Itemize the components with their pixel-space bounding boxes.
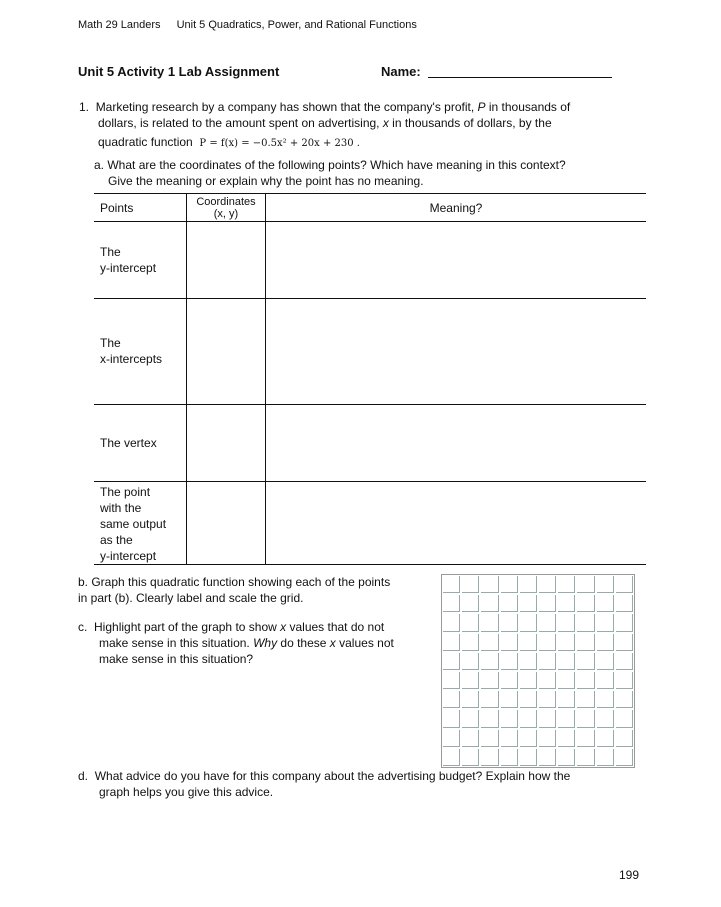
q1-text-1b: in thousands of	[485, 100, 571, 114]
grid-cell	[481, 595, 498, 612]
meaning-cell[interactable]	[266, 299, 647, 405]
grid-cell	[520, 710, 537, 727]
page-title: Unit 5 Activity 1 Lab Assignment	[78, 64, 280, 79]
grid-cell	[597, 672, 614, 689]
q1-var-p: P	[477, 100, 486, 114]
row-label: The y-intercept	[100, 245, 157, 275]
grid-cell	[501, 691, 518, 708]
grid-cell	[481, 614, 498, 631]
grid-cell	[520, 595, 537, 612]
row-label: The point with the same output as the y-intercept	[100, 485, 167, 563]
grid-cell	[616, 595, 633, 612]
grid-cell	[443, 749, 460, 766]
course-name: Math 29 Landers	[78, 19, 161, 31]
grid-cell	[501, 710, 518, 727]
grid-cell	[558, 710, 575, 727]
coordinates-cell[interactable]	[187, 222, 266, 299]
grid-cell	[539, 730, 556, 747]
grid-cell	[501, 730, 518, 747]
grid-cell	[539, 749, 556, 766]
page-header	[78, 19, 417, 31]
header-points: Points	[100, 201, 134, 215]
grid-cell	[462, 595, 479, 612]
grid-cell	[501, 576, 518, 593]
question-d	[78, 768, 638, 800]
grid-cell	[481, 710, 498, 727]
qc-text-3: make sense in this situation?	[99, 652, 254, 666]
grid-cell	[443, 576, 460, 593]
qd-text-2: graph helps you give this advice.	[99, 785, 274, 799]
grid-cell	[558, 672, 575, 689]
qb-text-2: in part (b). Clearly label and scale the grid.	[78, 591, 304, 605]
grid-cell	[462, 634, 479, 651]
grid-cell	[558, 576, 575, 593]
qb-text-1: b. Graph this quadratic function showing each of the points	[78, 575, 391, 589]
quadratic-equation: P = f(x) = −0.5x² + 20x + 230 .	[199, 138, 360, 149]
coordinates-cell[interactable]	[187, 299, 266, 405]
grid-cell	[577, 576, 594, 593]
grid-cell	[539, 576, 556, 593]
unit-name: Unit 5 Quadratics, Power, and Rational Functions	[176, 19, 417, 31]
header-coordinates-label: Coordinates	[196, 196, 256, 208]
grid-cell	[462, 710, 479, 727]
row-label: The vertex	[100, 436, 157, 450]
grid-cell	[462, 653, 479, 670]
q1-var-x: x	[382, 116, 389, 130]
grid-cell	[558, 691, 575, 708]
meaning-cell[interactable]	[266, 405, 647, 482]
grid-cell	[520, 730, 537, 747]
header-meaning: Meaning?	[429, 201, 483, 215]
grid-cell	[443, 595, 460, 612]
grid-cell	[616, 749, 633, 766]
question-number: 1.	[79, 100, 90, 114]
grid-cell	[539, 691, 556, 708]
q1-text-1a: Marketing research by a company has shown that the company's profit,	[95, 100, 478, 114]
name-label: Name:	[381, 64, 421, 79]
grid-cell	[558, 595, 575, 612]
grid-cell	[539, 634, 556, 651]
qc-label: c.	[78, 620, 88, 634]
coordinates-cell[interactable]	[187, 482, 266, 565]
grid-cell	[481, 749, 498, 766]
grid-cell	[462, 672, 479, 689]
grid-cell	[597, 614, 614, 631]
grid-cell	[539, 653, 556, 670]
grid-cell	[481, 634, 498, 651]
grid-cell	[616, 576, 633, 593]
grid-cell	[597, 710, 614, 727]
points-table	[94, 193, 646, 565]
qd-text-1: What advice do you have for this company about the advertising budget? Explain how the	[94, 769, 571, 783]
grid-cell	[443, 614, 460, 631]
grid-cell	[577, 595, 594, 612]
page-number: 199	[619, 868, 640, 882]
meaning-cell[interactable]	[266, 482, 647, 565]
grid-cell	[443, 672, 460, 689]
grid-cell	[597, 595, 614, 612]
qc-var-x: x	[280, 620, 287, 634]
grid-cell	[501, 653, 518, 670]
table-row	[94, 222, 646, 299]
grid-cell	[616, 710, 633, 727]
qc-text-2c: values not	[335, 636, 394, 650]
grid-cell	[443, 730, 460, 747]
qc-text-1b: values that do not	[286, 620, 385, 634]
grid-cell	[481, 576, 498, 593]
coordinates-cell[interactable]	[187, 405, 266, 482]
name-field[interactable]	[428, 77, 612, 78]
grid-cell	[501, 614, 518, 631]
q1-text-2b: in thousands of dollars, by the	[388, 116, 552, 130]
grid-cell	[577, 653, 594, 670]
table-row	[94, 482, 646, 565]
grid-cell	[520, 576, 537, 593]
grid-cell	[558, 614, 575, 631]
qa-text-1: What are the coordinates of the following points? Which have meaning in this context?	[107, 158, 566, 172]
grid-cell	[481, 730, 498, 747]
grid-cell	[597, 576, 614, 593]
grid-cell	[597, 749, 614, 766]
table-header-row	[94, 194, 646, 222]
qc-text-2a: make sense in this situation.	[99, 636, 254, 650]
grid-cell	[481, 672, 498, 689]
qc-var-x2: x	[329, 636, 336, 650]
grid-cell	[501, 634, 518, 651]
table-row	[94, 299, 646, 405]
grid-cell	[577, 672, 594, 689]
grid-cell	[597, 653, 614, 670]
grid-cell	[481, 691, 498, 708]
grid-cell	[597, 691, 614, 708]
grid-cell	[539, 672, 556, 689]
question-b	[78, 574, 428, 606]
q1-text-3: quadratic function	[98, 135, 193, 149]
grid-cell	[577, 710, 594, 727]
grid-cell	[539, 595, 556, 612]
qd-label: d.	[78, 769, 89, 783]
grid-cell	[558, 653, 575, 670]
meaning-cell[interactable]	[266, 222, 647, 299]
grid-cell	[443, 634, 460, 651]
grid-cell	[443, 653, 460, 670]
qa-text-2: Give the meaning or explain why the point has no meaning.	[108, 174, 424, 188]
grid-cell	[520, 749, 537, 766]
header-coord-sub: (x, y)	[213, 208, 239, 220]
grid-cell	[539, 614, 556, 631]
header-coordinates	[187, 194, 265, 220]
grid-cell	[462, 749, 479, 766]
grid-cell	[462, 730, 479, 747]
qa-label: a.	[94, 158, 105, 172]
q1-text-2a: dollars, is related to the amount spent on advertising,	[98, 116, 383, 130]
grid-cell	[616, 634, 633, 651]
grid-cell	[520, 614, 537, 631]
table-row	[94, 405, 646, 482]
grid-cell	[558, 749, 575, 766]
grid-cell	[577, 730, 594, 747]
qc-text-1a: Highlight part of the graph to show	[94, 620, 281, 634]
grid-cell	[539, 710, 556, 727]
row-label: The x-intercepts	[100, 336, 163, 366]
question-c	[78, 619, 438, 667]
grid-cell	[501, 595, 518, 612]
grid-cell	[577, 614, 594, 631]
grid-cell	[616, 614, 633, 631]
qc-text-2b: do these	[277, 636, 330, 650]
grid-cell	[520, 672, 537, 689]
grid-cell	[520, 691, 537, 708]
grid-cell	[501, 749, 518, 766]
grid-cell	[462, 691, 479, 708]
grid-cell	[577, 634, 594, 651]
grid-cell	[462, 576, 479, 593]
grid-cell	[616, 691, 633, 708]
grid-cell	[501, 672, 518, 689]
grid-cell	[558, 730, 575, 747]
grid-cell	[597, 634, 614, 651]
grid-cell	[520, 653, 537, 670]
grid-cell	[462, 614, 479, 631]
grid-cell	[616, 672, 633, 689]
question-a	[94, 157, 634, 189]
question-1	[79, 99, 639, 152]
grid-cell	[520, 634, 537, 651]
grid-cell	[616, 653, 633, 670]
grid-cell	[597, 730, 614, 747]
grid-cell	[577, 749, 594, 766]
qc-why: Why	[253, 636, 278, 650]
grid-cell	[558, 634, 575, 651]
grid-cell	[577, 691, 594, 708]
grid-cell	[443, 710, 460, 727]
grid-cell	[616, 730, 633, 747]
grid-cell	[481, 653, 498, 670]
grid-cell	[443, 691, 460, 708]
graph-grid[interactable]	[441, 574, 635, 768]
